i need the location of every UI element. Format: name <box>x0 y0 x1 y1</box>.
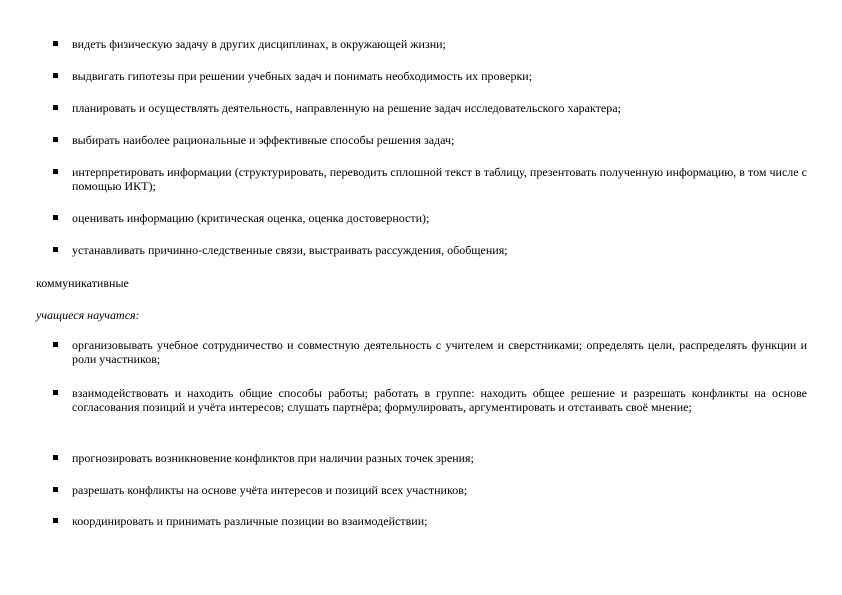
list-item <box>53 37 807 51</box>
bullet-square-icon <box>53 518 58 523</box>
list-item <box>53 101 807 115</box>
list-item-text: координировать и принимать различные позиции во взаимодействии; <box>72 514 428 528</box>
list-item <box>53 165 807 193</box>
list-item-text: видеть физическую задачу в других дисциплинах, в окружающей жизни; <box>72 37 446 51</box>
list-item-text: взаимодействовать и находить общие способы работы; работать в группе: находить общее решение и разрешать конфликты на основе согласования позиций и учёта интересов; слушать партнёра; формулировать, аргументировать и отстаивать своё мнение; <box>72 386 807 414</box>
bullet-square-icon <box>53 487 58 492</box>
list-item-text: прогнозировать возникновение конфликтов при наличии разных точек зрения; <box>72 451 474 465</box>
bullet-square-icon <box>53 342 58 347</box>
section-heading: коммуникативные <box>36 276 129 290</box>
list-item <box>53 69 807 83</box>
list-item-text: организовывать учебное сотрудничество и совместную деятельность с учителем и сверстниками; определять цели, распределять функции и роли участников; <box>72 338 807 366</box>
bullet-square-icon <box>53 73 58 78</box>
bullet-square-icon <box>53 215 58 220</box>
list-item-text: оценивать информацию (критическая оценка, оценка достоверности); <box>72 211 430 225</box>
list-item <box>53 514 807 528</box>
list-item <box>53 338 807 366</box>
list-item-text: разрешать конфликты на основе учёта интересов и позиций всех участников; <box>72 483 468 497</box>
bullet-square-icon <box>53 105 58 110</box>
list-item-text: планировать и осуществлять деятельность, направленную на решение задач исследовательского характера; <box>72 101 621 115</box>
bullet-square-icon <box>53 247 58 252</box>
list-item <box>53 133 807 147</box>
bullet-square-icon <box>53 137 58 142</box>
list-item-text: выдвигать гипотезы при решении учебных задач и понимать необходимость их проверки; <box>72 69 533 83</box>
list-item-text: интерпретировать информации (структурировать, переводить сплошной текст в таблицу, презентовать полученную информацию, в том числе с помощью ИКТ); <box>72 165 807 193</box>
list-item <box>53 451 807 465</box>
list-item-text: выбирать наиболее рациональные и эффективные способы решения задач; <box>72 133 455 147</box>
bullet-square-icon <box>53 390 58 395</box>
list-item-text: устанавливать причинно-следственные связи, выстраивать рассуждения, обобщения; <box>72 243 508 257</box>
bullet-square-icon <box>53 41 58 46</box>
section-subheading: учащиеся научатся: <box>36 308 140 322</box>
list-item <box>53 386 807 414</box>
list-item <box>53 483 807 497</box>
bullet-square-icon <box>53 169 58 174</box>
list-item <box>53 243 807 257</box>
bullet-square-icon <box>53 455 58 460</box>
list-item <box>53 211 807 225</box>
